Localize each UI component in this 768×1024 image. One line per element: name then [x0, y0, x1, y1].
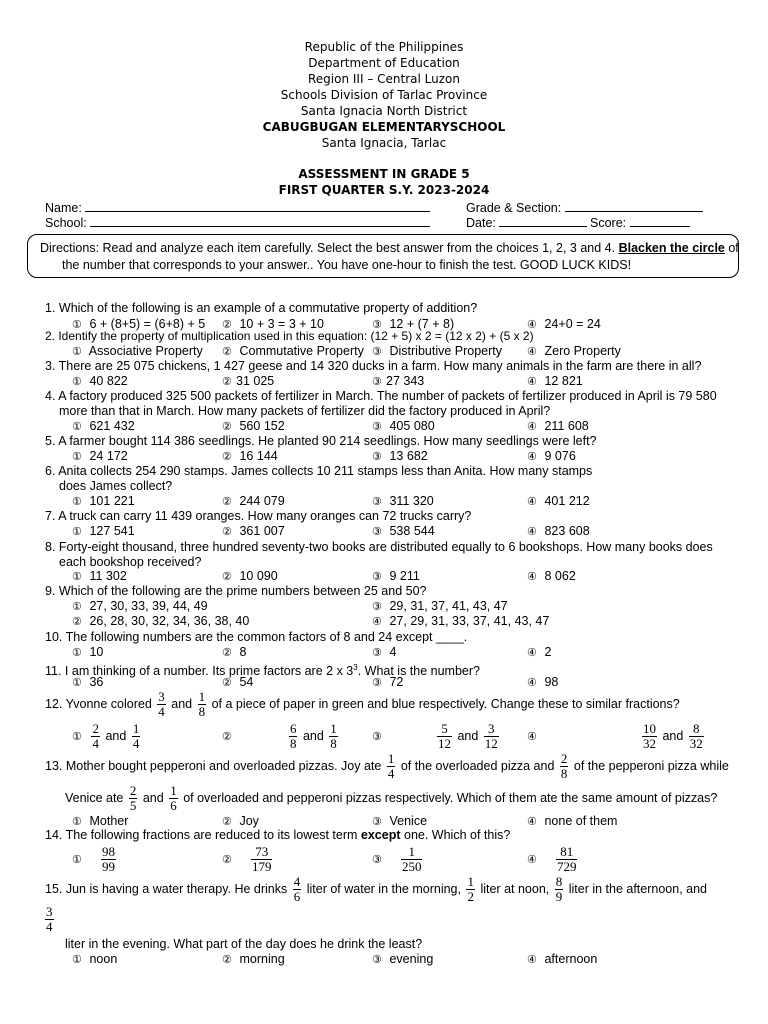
school-label: School:	[45, 216, 87, 230]
question-8: 8. Forty-eight thousand, three hundred seventy-two books are distributed equally to 6 bookshops. How many books does	[45, 540, 713, 554]
assessment-title: ASSESSMENT IN GRADE 5	[298, 167, 470, 181]
date-field[interactable]	[466, 215, 587, 231]
q11-choice-1[interactable]: ① 36	[72, 675, 104, 689]
school-name: CABUGBUGAN ELEMENTARYSCHOOL	[262, 120, 506, 134]
q5-choice-2[interactable]: ② 16 144	[222, 449, 278, 463]
q8-choice-4[interactable]: ④ 8 062	[527, 569, 576, 583]
directions-of: of	[728, 241, 739, 255]
q14-choice-4[interactable]: ④ $\frac{81}{729}$	[527, 844, 577, 874]
question-9: 9. Which of the following are the prime numbers between 25 and 50?	[45, 584, 427, 598]
question-6: 6. Anita collects 254 290 stamps. James collects 10 211 stamps less than Anita. How many stamps	[45, 464, 593, 478]
question-1: 1. Which of the following is an example of a commutative property of addition?	[45, 301, 478, 315]
q11-choice-4[interactable]: ④ 98	[527, 675, 559, 689]
question-13-cont: Venice ate $\frac{2}{5}$ and $\frac{1}{6}$ of overloaded and pepperoni pizzas respectively. Which of them ate the same amount of pizzas?	[65, 783, 718, 813]
q4-choice-2[interactable]: ② 560 152	[222, 419, 285, 433]
q8-choice-1[interactable]: ① 11 302	[72, 569, 127, 583]
question-4: 4. A factory produced 325 500 packets of fertilizer in March. The number of packets of fertilizer produced in April is 79 580	[45, 389, 717, 403]
score-label: Score:	[590, 216, 627, 230]
directions-emphasis: Blacken the circle	[618, 241, 725, 255]
q7-choice-2[interactable]: ② 361 007	[222, 524, 285, 538]
q5-choice-3[interactable]: ③ 13 682	[372, 449, 428, 463]
q3-choice-2[interactable]: ② 31 025	[222, 374, 275, 388]
q9-choice-1[interactable]: ① 27, 30, 33, 39, 44, 49	[72, 599, 208, 613]
question-2: 2. Identify the property of multiplication used in this equation: (12 + 5) x 2 = (12 x 2) + (5 x 2)	[45, 329, 534, 343]
question-12: 12. Yvonne colored $\frac{3}{4}$ and $\frac{1}{8}$ of a piece of paper in green and blue respectively. Change these to similar fractions?	[45, 689, 680, 719]
q9-choice-3[interactable]: ③ 29, 31, 37, 41, 43, 47	[372, 599, 508, 613]
q7-choice-3[interactable]: ③ 538 544	[372, 524, 435, 538]
question-5: 5. A farmer bought 114 386 seedlings. He planted 90 214 seedlings. How many seedlings were left?	[45, 434, 597, 448]
q10-choice-1[interactable]: ① 10	[72, 645, 104, 659]
score-line	[630, 215, 690, 227]
q12-choice-2[interactable]: ② $\frac{6}{8}$ and $\frac{1}{8}$	[222, 721, 337, 751]
q7-choice-1[interactable]: ① 127 541	[72, 524, 135, 538]
school-field[interactable]	[45, 215, 430, 231]
header-line-1: Republic of the Philippines	[304, 40, 464, 54]
header-line-7: Santa Ignacia, Tarlac	[321, 136, 447, 150]
q13-choice-3[interactable]: ③ Venice	[372, 814, 428, 828]
q5-choice-4[interactable]: ④ 9 076	[527, 449, 576, 463]
question-15-cont: liter in the evening. What part of the day does he drink the least?	[65, 937, 423, 951]
q2-choice-2[interactable]: ② Commutative Property	[222, 344, 364, 358]
question-14: 14. The following fractions are reduced to its lowest term except one. Which of this?	[45, 828, 511, 842]
directions-text: Directions: Read and analyze each item carefully. Select the best answer from the choices 1, 2, 3 and 4.	[40, 241, 616, 255]
q2-choice-3[interactable]: ③ Distributive Property	[372, 344, 503, 358]
header-line-2: Department of Education	[308, 56, 460, 70]
q4-choice-4[interactable]: ④ 211 608	[527, 419, 589, 433]
question-15-fraction: $\frac{3}{4}$	[46, 904, 53, 934]
q15-choice-2[interactable]: ② morning	[222, 952, 285, 966]
name-field[interactable]	[45, 200, 430, 216]
q3-choice-4[interactable]: ④ 12 821	[527, 374, 583, 388]
directions-box	[27, 234, 739, 278]
question-11: 11. I am thinking of a number. Its prime factors are 2 x $3^3$. What is the number?	[45, 663, 480, 679]
q15-choice-3[interactable]: ③ evening	[372, 952, 434, 966]
q4-choice-3[interactable]: ③ 405 080	[372, 419, 435, 433]
q2-choice-4[interactable]: ④ Zero Property	[527, 344, 621, 358]
grade-label: Grade & Section:	[466, 201, 562, 215]
q5-choice-1[interactable]: ① 24 172	[72, 449, 128, 463]
q12-choice-1[interactable]: ① $\frac{2}{4}$ and $\frac{1}{4}$	[72, 721, 140, 751]
q12-choice-4[interactable]: ④ $\frac{10}{32}$ and $\frac{8}{32}$	[527, 721, 703, 751]
q6-choice-1[interactable]: ① 101 221	[72, 494, 135, 508]
date-label: Date:	[466, 216, 496, 230]
q6-choice-3[interactable]: ③ 311 320	[372, 494, 434, 508]
quarter-title: FIRST QUARTER S.Y. 2023-2024	[278, 183, 490, 197]
question-6-cont: does James collect?	[59, 479, 173, 493]
grade-line	[565, 200, 703, 212]
q12-choice-3[interactable]: ③ $\frac{5}{12}$ and $\frac{3}{12}$	[372, 721, 498, 751]
q13-choice-2[interactable]: ② Joy	[222, 814, 259, 828]
q1-choice-4[interactable]: ④ 24+0 = 24	[527, 317, 601, 331]
fraction-3-4: $\frac{3}{4}$	[158, 689, 165, 719]
q13-choice-1[interactable]: ① Mother	[72, 814, 129, 828]
header-line-3: Region III – Central Luzon	[308, 72, 460, 86]
q14-choice-2[interactable]: ② $\frac{73}{179}$	[222, 844, 272, 874]
q10-choice-3[interactable]: ③ 4	[372, 645, 397, 659]
question-8-cont: each bookshop received?	[59, 555, 202, 569]
grade-field[interactable]	[466, 200, 703, 216]
question-13: 13. Mother bought pepperoni and overloaded pizzas. Joy ate $\frac{1}{4}$ of the overloaded pizza and $\frac{2}{8}$ of the pepperoni pizza while	[45, 751, 729, 781]
q3-choice-3[interactable]: ③ 27 343	[372, 374, 425, 388]
q8-choice-3[interactable]: ③ 9 211	[372, 569, 420, 583]
q11-choice-2[interactable]: ② 54	[222, 675, 254, 689]
q15-choice-4[interactable]: ④ afternoon	[527, 952, 598, 966]
q7-choice-4[interactable]: ④ 823 608	[527, 524, 590, 538]
question-7: 7. A truck can carry 11 439 oranges. How many oranges can 72 trucks carry?	[45, 509, 472, 523]
question-15: 15. Jun is having a water therapy. He drinks $\frac{4}{6}$ liter of water in the morning, $\frac{1}{2}$ liter at noon, $\frac{8}{9}$ liter in the afternoon, and	[45, 874, 708, 904]
q8-choice-2[interactable]: ② 10 090	[222, 569, 278, 583]
q15-choice-1[interactable]: ① noon	[72, 952, 118, 966]
header-line-5: Santa Ignacia North District	[300, 104, 468, 118]
question-3: 3. There are 25 075 chickens, 1 427 geese and 14 320 ducks in a farm. How many animals in the farm are there in all?	[45, 359, 702, 373]
q10-choice-4[interactable]: ④ 2	[527, 645, 552, 659]
q3-choice-1[interactable]: ① 40 822	[72, 374, 128, 388]
q4-choice-1[interactable]: ① 621 432	[72, 419, 135, 433]
question-4-cont: more than that in March. How many packets of fertilizer did the factory produced in April?	[59, 404, 551, 418]
q9-choice-2[interactable]: ② 26, 28, 30, 32, 34, 36, 38, 40	[72, 614, 250, 628]
q10-choice-2[interactable]: ② 8	[222, 645, 247, 659]
q6-choice-2[interactable]: ② 244 079	[222, 494, 285, 508]
q9-choice-4[interactable]: ④ 27, 29, 31, 33, 37, 41, 43, 47	[372, 614, 550, 628]
q1-choice-2[interactable]: ② 10 + 3 = 3 + 10	[222, 317, 324, 331]
q6-choice-4[interactable]: ④ 401 212	[527, 494, 590, 508]
q14-choice-3[interactable]: ③ $\frac{1}{250}$	[372, 844, 422, 874]
fraction-1-8: $\frac{1}{8}$	[198, 689, 206, 719]
directions-text-2: the number that corresponds to your answer.. You have one-hour to finish the test. GOOD LUCK KIDS!	[62, 258, 632, 272]
date-line	[499, 215, 587, 227]
score-field[interactable]	[590, 215, 690, 231]
q1-choice-3[interactable]: ③ 12 + (7 + 8)	[372, 317, 455, 331]
q11-choice-3[interactable]: ③ 72	[372, 675, 404, 689]
q13-choice-4[interactable]: ④ none of them	[527, 814, 618, 828]
q2-choice-1[interactable]: ① Associative Property	[72, 344, 203, 358]
q14-choice-1[interactable]: ① $\frac{98}{99}$	[72, 844, 115, 874]
name-label: Name:	[45, 201, 82, 215]
name-line	[85, 200, 430, 212]
school-line	[90, 215, 430, 227]
header-line-4: Schools Division of Tarlac Province	[280, 88, 488, 102]
question-10: 10. The following numbers are the common factors of 8 and 24 except ____.	[45, 630, 468, 644]
q1-choice-1[interactable]: ① 6 + (8+5) = (6+8) + 5	[72, 317, 206, 331]
